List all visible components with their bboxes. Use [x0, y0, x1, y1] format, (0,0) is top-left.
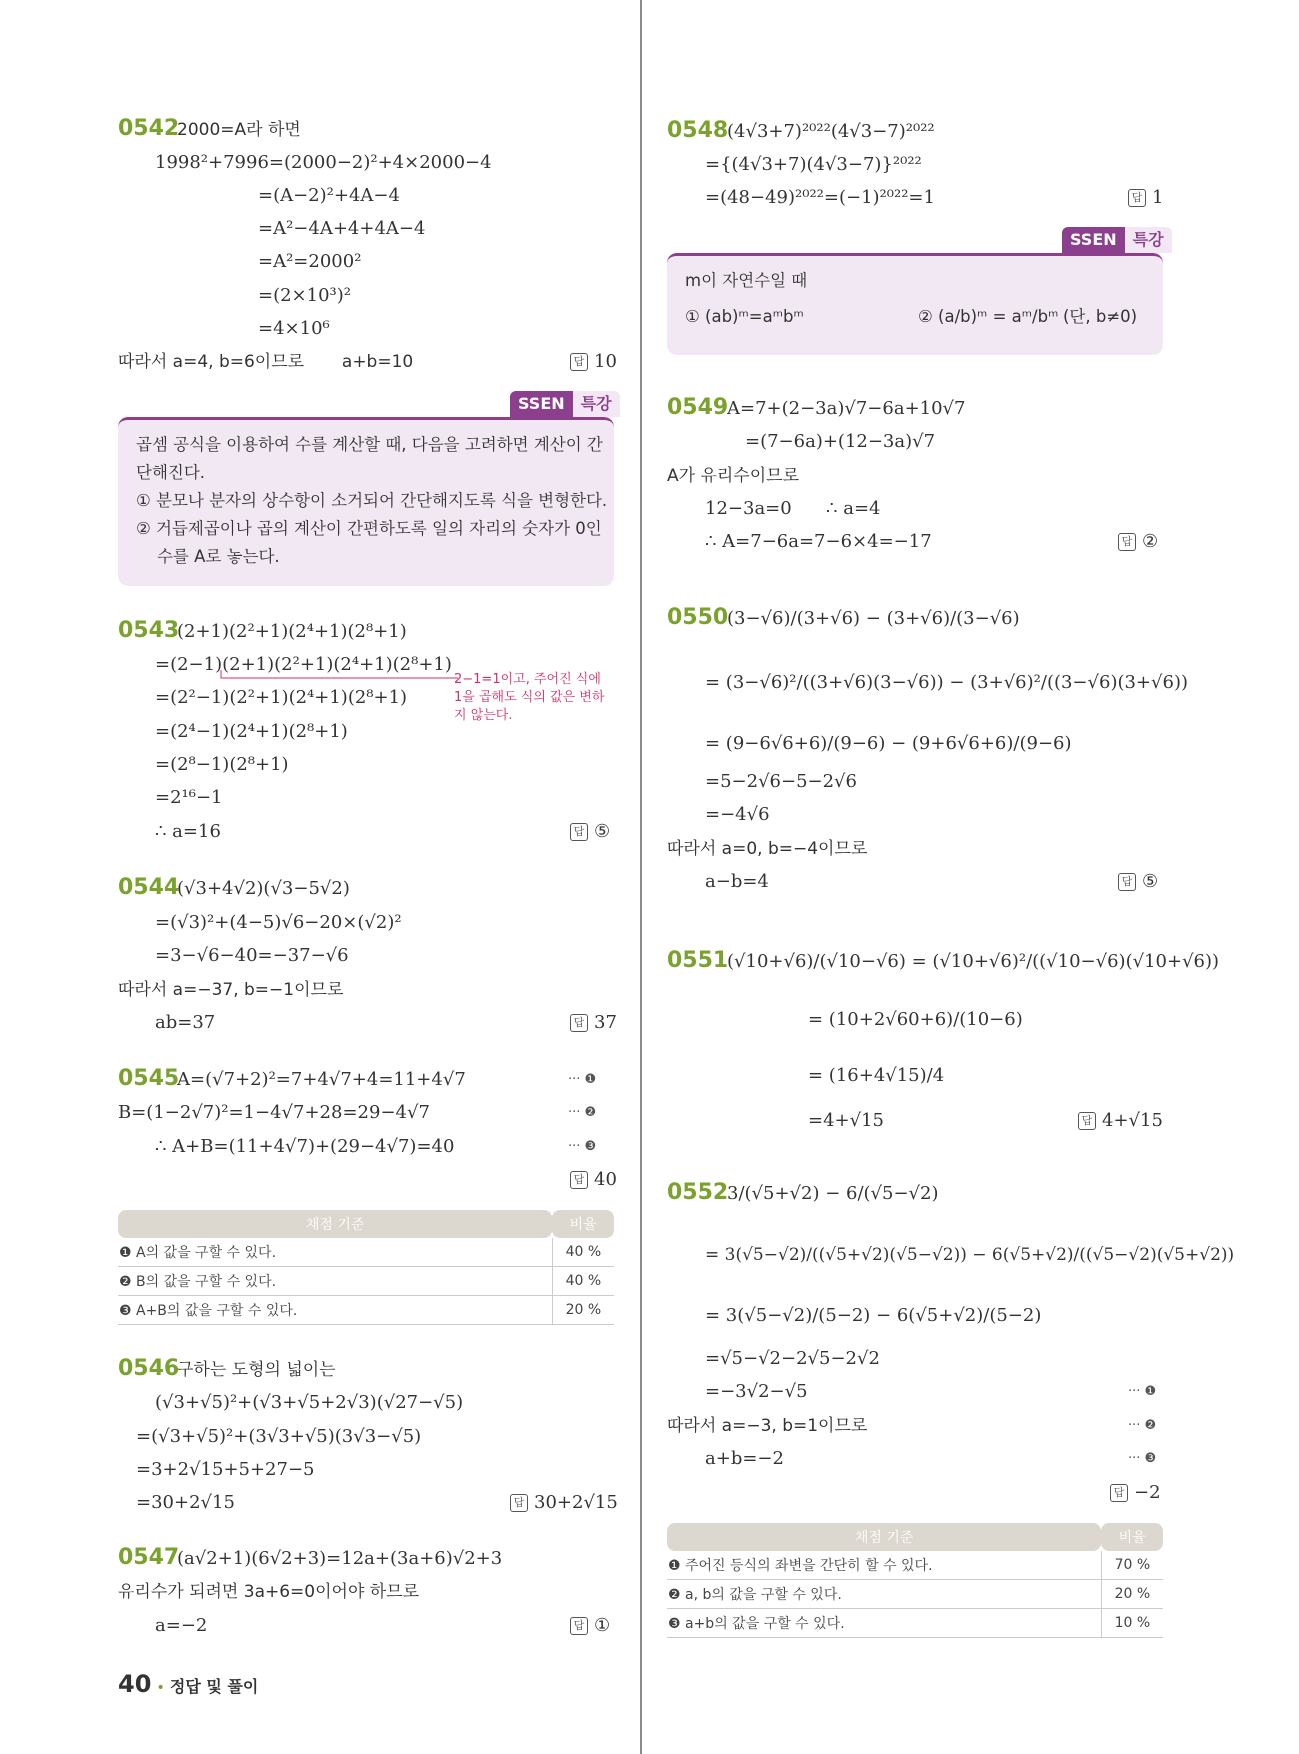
footer-title: 정답 및 풀이 — [169, 1677, 259, 1696]
p0543-line-5: =(2⁸−1)(2⁸+1) — [155, 754, 289, 775]
p0542-line-3: =A²−4A+4+4A−4 — [258, 218, 426, 239]
p0546-line-4: =30+2√15 — [136, 1492, 235, 1513]
problem-number-0552: 0552 — [667, 1180, 729, 1205]
p0542-answer: 답 10 — [570, 350, 617, 374]
tip2-rule-2: ② (a/b)ᵐ = aᵐ/bᵐ — [918, 307, 1059, 326]
p0549-line-3: A가 유리수이므로 — [667, 466, 799, 486]
ssen-tag-2: SSEN 특강 — [1062, 227, 1172, 253]
answer-badge-icon: 답 — [1110, 1484, 1128, 1502]
p0543-line-2: =(2−1)(2+1)(2²+1)(2⁴+1)(2⁸+1) — [155, 654, 452, 675]
p0546-answer: 답 30+2√15 — [510, 1491, 618, 1515]
p0552-line-6: 따라서 a=−3, b=1이므로 — [667, 1416, 868, 1436]
answer-badge-icon: 답 — [1128, 189, 1146, 207]
p0547-line-2: 유리수가 되려면 3a+6=0이어야 하므로 — [118, 1582, 420, 1602]
p0542-intro: 2000=A라 하면 — [177, 120, 301, 140]
answer-badge-icon: 답 — [570, 1014, 588, 1032]
p0546-line-1: (√3+√5)²+(√3+√5+2√3)(√27−√5) — [155, 1392, 464, 1413]
answer-badge-icon: 답 — [570, 823, 588, 841]
table-row: ❸ A+B의 값을 구할 수 있다. 20 % — [118, 1296, 614, 1325]
p0545-step-2: ··· ❷ — [568, 1105, 597, 1120]
p0545-answer: 답 40 — [570, 1168, 617, 1192]
problem-number-0548: 0548 — [667, 118, 729, 143]
p0552-step-3: ··· ❸ — [1128, 1451, 1157, 1466]
p0545-step-1: ··· ❶ — [568, 1072, 597, 1087]
p0543-line-3: =(2²−1)(2²+1)(2⁴+1)(2⁸+1) — [155, 687, 408, 708]
p0552-answer: 답 −2 — [1110, 1481, 1161, 1505]
p0543-line-6: =2¹⁶−1 — [155, 787, 223, 808]
p0544-line-3: =3−√6−40=−37−√6 — [155, 945, 349, 966]
p0547-answer: 답 ① — [570, 1614, 610, 1638]
p0542-conclusion: 따라서 a=4, b=6이므로 a+b=10 — [118, 352, 414, 372]
p0549-line-2: =(7−6a)+(12−3a)√7 — [745, 431, 936, 452]
table-row: ❶ 주어진 등식의 좌변을 간단히 할 수 있다. 70 % — [667, 1551, 1163, 1580]
p0552-line-5: =−3√2−√5 — [705, 1381, 808, 1402]
table-row: ❸ a+b의 값을 구할 수 있다. 10 % — [667, 1609, 1163, 1638]
p0550-line-3: = (9−6√6+6)/(9−6) − (9+6√6+6)/(9−6) — [705, 733, 1072, 754]
p0546-line-2: =(√3+√5)²+(3√3+√5)(3√3−√5) — [136, 1426, 422, 1447]
p0544-line-2: =(√3)²+(4−5)√6−20×(√2)² — [155, 912, 402, 933]
tip2-rule-1: ① (ab)ᵐ=aᵐbᵐ — [685, 307, 804, 326]
column-divider — [640, 0, 642, 1754]
p0552-line-4: =√5−√2−2√5−2√2 — [705, 1348, 880, 1369]
p0551-line-1: (√10+√6)/(√10−√6) = (√10+√6)²/((√10−√6)(√10+√6)) — [727, 951, 1220, 972]
p0552-line-2: = 3(√5−√2)/((√5+√2)(√5−√2)) − 6(√5+√2)/((√5−√2)(√5+√2)) — [705, 1245, 1235, 1265]
table-row: ❷ B의 값을 구할 수 있다. 40 % — [118, 1267, 614, 1296]
p0545-line-1: A=(√7+2)²=7+4√7+4=11+4√7 — [177, 1069, 466, 1090]
problem-number-0551: 0551 — [667, 948, 729, 973]
table-row: ❷ a, b의 값을 구할 수 있다. 20 % — [667, 1580, 1163, 1609]
p0545-line-3: ∴ A+B=(11+4√7)+(29−4√7)=40 — [155, 1136, 455, 1157]
p0551-line-2: = (10+2√60+6)/(10−6) — [808, 1009, 1023, 1030]
p0552-line-3: = 3(√5−√2)/(5−2) − 6(√5+√2)/(5−2) — [705, 1305, 1042, 1326]
grading-header-ratio: 비율 — [552, 1210, 614, 1238]
answer-badge-icon: 답 — [1078, 1112, 1096, 1130]
p0551-answer: 답 4+√15 — [1078, 1109, 1163, 1133]
footer-separator: • — [156, 1680, 165, 1696]
problem-number-0544: 0544 — [118, 875, 180, 900]
grading-header-criteria: 채점 기준 — [118, 1210, 552, 1238]
tip2-title: m이 자연수일 때 — [685, 271, 808, 290]
p0542-line-4: =A²=2000² — [258, 251, 362, 272]
p0548-line-1: (4√3+7)²⁰²²(4√3−7)²⁰²² — [727, 121, 935, 142]
answer-badge-icon: 답 — [570, 1617, 588, 1635]
p0544-answer: 답 37 — [570, 1011, 617, 1035]
problem-number-0550: 0550 — [667, 605, 729, 630]
p0550-line-2: = (3−√6)²/((3+√6)(3−√6)) − (3+√6)²/((3−√6)(3+√6)) — [705, 672, 1188, 693]
answer-badge-icon: 답 — [510, 1494, 528, 1512]
p0542-line-5: =(2×10³)² — [258, 285, 351, 306]
p0546-intro: 구하는 도형의 넓이는 — [177, 1360, 336, 1380]
p0551-line-3: = (16+4√15)/4 — [808, 1065, 945, 1086]
p0542-line-6: =4×10⁶ — [258, 318, 330, 339]
p0552-step-2: ··· ❷ — [1128, 1418, 1157, 1433]
ssen-tag-1: SSEN 특강 — [510, 391, 620, 417]
p0543-note-3: 지 않는다. — [454, 708, 513, 723]
p0552-grading-table — [667, 1523, 1163, 1638]
p0544-final: ab=37 — [155, 1012, 216, 1033]
p0552-line-1: 3/(√5+√2) − 6/(√5−√2) — [727, 1183, 939, 1204]
tip1-line-4: ② 거듭제곱이나 곱의 계산이 간편하도록 일의 자리의 숫자가 0인 — [136, 519, 602, 538]
p0549-line-1: A=7+(2−3a)√7−6a+10√7 — [727, 398, 966, 419]
p0543-line-7: ∴ a=16 — [155, 821, 221, 842]
p0544-conclusion: 따라서 a=−37, b=−1이므로 — [118, 980, 344, 1000]
tip1-line-1: 곱셈 공식을 이용하여 수를 계산할 때, 다음을 고려하면 계산이 간 — [136, 435, 603, 454]
problem-number-0542: 0542 — [118, 116, 180, 141]
p0547-line-1: (a√2+1)(6√2+3)=12a+(3a+6)√2+3 — [177, 1548, 503, 1569]
p0542-line-2: =(A−2)²+4A−4 — [258, 185, 400, 206]
p0550-line-7: a−b=4 — [705, 871, 769, 892]
p0548-line-3: =(48−49)²⁰²²=(−1)²⁰²²=1 — [705, 187, 935, 208]
p0548-line-2: ={(4√3+7)(4√3−7)}²⁰²² — [705, 154, 922, 175]
p0550-line-5: =−4√6 — [705, 804, 770, 825]
p0549-answer: 답 ② — [1118, 530, 1158, 554]
problem-number-0543: 0543 — [118, 618, 180, 643]
problem-number-0549: 0549 — [667, 395, 729, 420]
grading-header-criteria: 채점 기준 — [667, 1523, 1101, 1551]
answer-badge-icon: 답 — [1118, 533, 1136, 551]
p0550-line-4: =5−2√6−5−2√6 — [705, 771, 857, 792]
tip1-line-2: 단해진다. — [136, 463, 206, 482]
page-number: 40 — [118, 1670, 152, 1698]
p0543-answer: 답 ⑤ — [570, 820, 610, 844]
answer-badge-icon: 답 — [570, 353, 588, 371]
p0550-line-6: 따라서 a=0, b=−4이므로 — [667, 839, 868, 859]
tip2-rule-2-condition: (단, b≠0) — [1063, 307, 1138, 326]
p0543-note-1: 2−1=1이고, 주어진 식에 — [454, 672, 601, 687]
p0545-grading-table — [118, 1210, 614, 1325]
p0546-line-3: =3+2√15+5+27−5 — [136, 1459, 315, 1480]
p0550-line-1: (3−√6)/(3+√6) − (3+√6)/(3−√6) — [727, 608, 1020, 629]
answer-badge-icon: 답 — [570, 1171, 588, 1189]
p0545-step-3: ··· ❸ — [568, 1139, 597, 1154]
problem-number-0546: 0546 — [118, 1356, 180, 1381]
p0544-line-1: (√3+4√2)(√3−5√2) — [177, 878, 350, 899]
grading-header-ratio: 비율 — [1101, 1523, 1163, 1551]
problem-number-0545: 0545 — [118, 1066, 180, 1091]
p0542-line-1: 1998²+7996=(2000−2)²+4×2000−4 — [155, 152, 492, 173]
answer-badge-icon: 답 — [1118, 873, 1136, 891]
page-footer — [118, 1670, 258, 1698]
p0552-line-7: a+b=−2 — [705, 1448, 784, 1469]
p0547-line-3: a=−2 — [155, 1615, 208, 1636]
p0543-note-connector — [170, 670, 460, 684]
p0551-line-4: =4+√15 — [808, 1110, 884, 1131]
tip1-line-3: ① 분모나 분자의 상수항이 소거되어 간단해지도록 식을 변형한다. — [136, 491, 608, 510]
p0552-step-1: ··· ❶ — [1128, 1384, 1157, 1399]
table-row: ❶ A의 값을 구할 수 있다. 40 % — [118, 1238, 614, 1267]
p0550-answer: 답 ⑤ — [1118, 870, 1158, 894]
p0549-line-4: 12−3a=0 ∴ a=4 — [705, 498, 881, 519]
p0543-note-2: 1을 곱해도 식의 값은 변하 — [454, 690, 605, 705]
p0545-line-2: B=(1−2√7)²=1−4√7+28=29−4√7 — [118, 1102, 430, 1123]
p0543-line-1: (2+1)(2²+1)(2⁴+1)(2⁸+1) — [177, 621, 407, 642]
p0549-line-5: ∴ A=7−6a=7−6×4=−17 — [705, 531, 932, 552]
p0543-line-4: =(2⁴−1)(2⁴+1)(2⁸+1) — [155, 721, 348, 742]
p0548-answer: 답 1 — [1128, 186, 1163, 210]
problem-number-0547: 0547 — [118, 1545, 180, 1570]
tip1-line-5: 수를 A로 놓는다. — [136, 547, 280, 566]
